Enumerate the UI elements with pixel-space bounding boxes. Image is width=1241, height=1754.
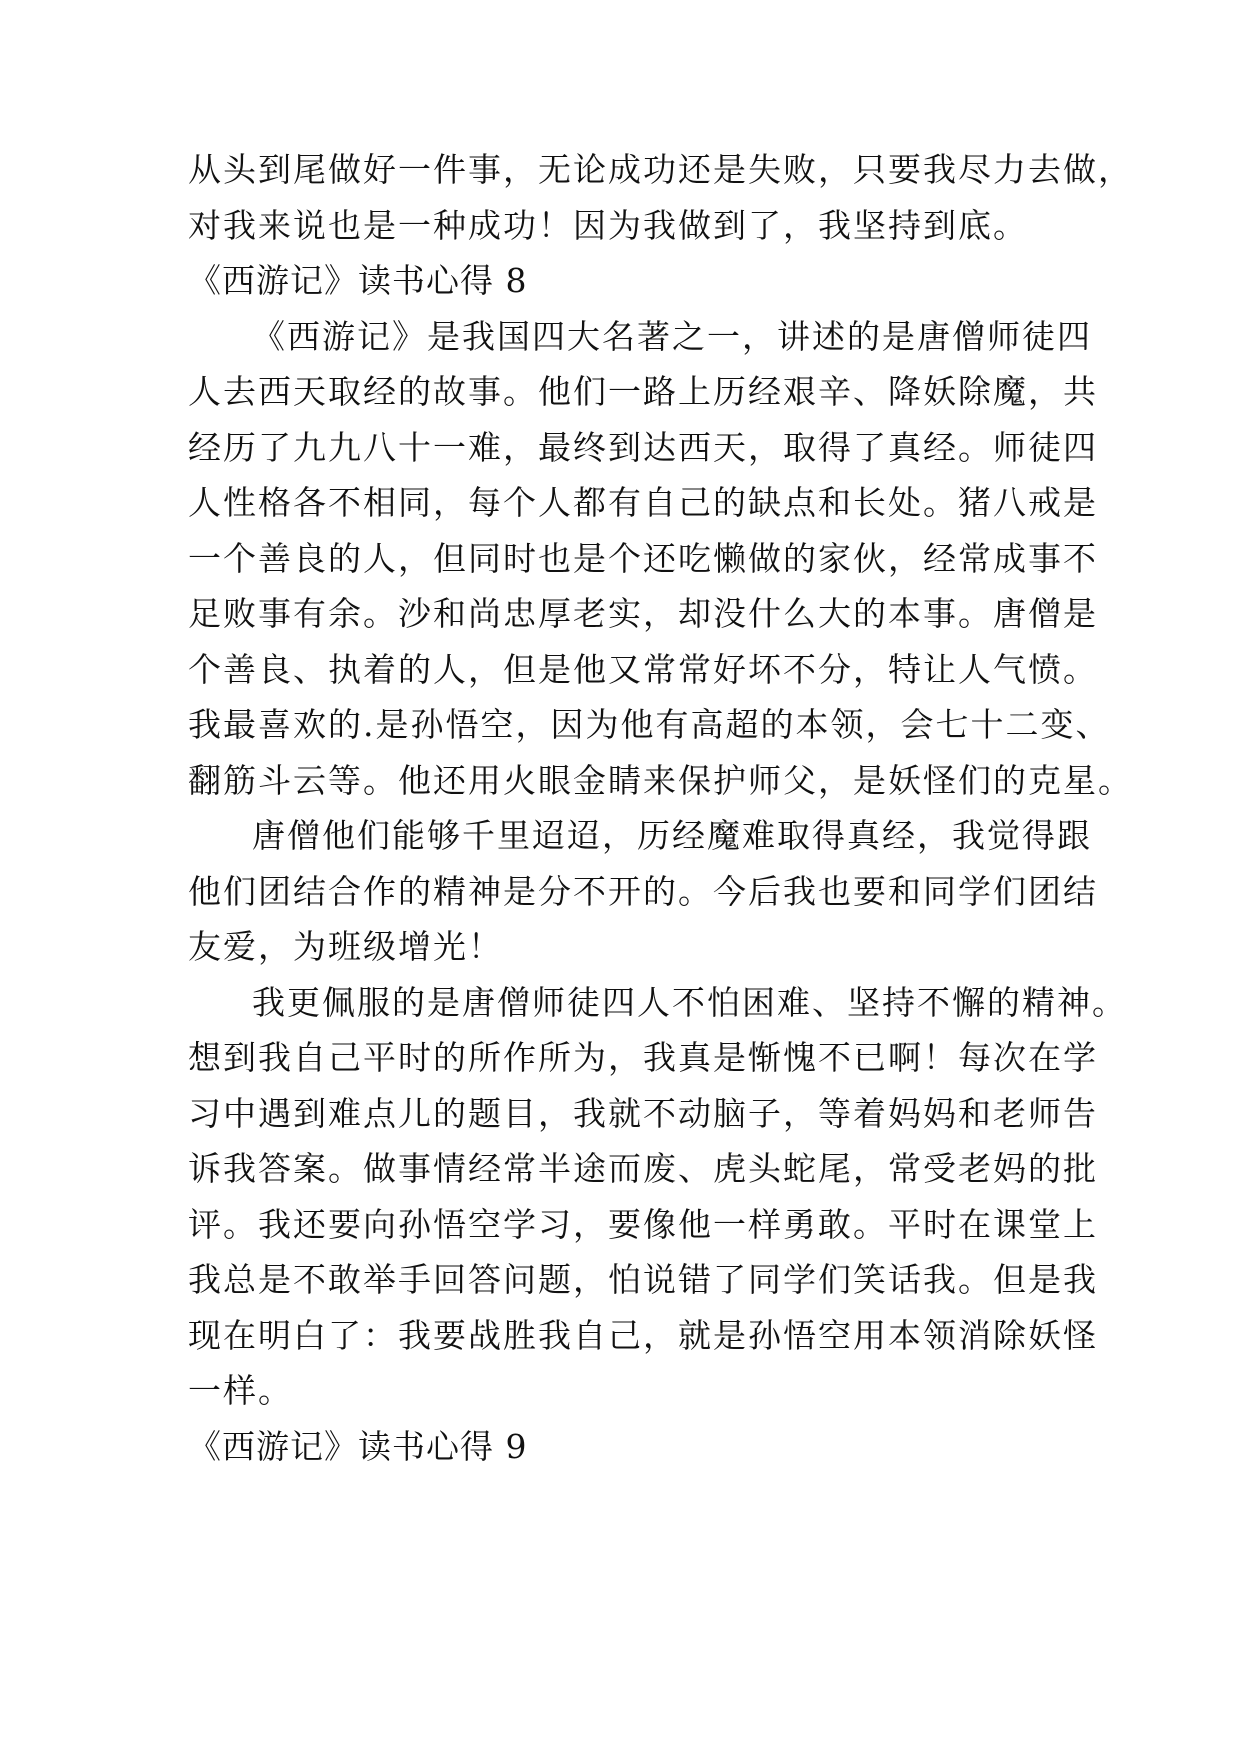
- paragraph-line: 唐僧他们能够千里迢迢，历经魔难取得真经，我觉得跟: [252, 816, 1092, 855]
- paragraph-line: 我更佩服的是唐僧师徒四人不怕困难、坚持不懈的精神。: [252, 983, 1127, 1022]
- paragraph-line: 评。我还要向孙悟空学习，要像他一样勇敢。平时在课堂上: [188, 1205, 1098, 1244]
- paragraph-line: 友爱，为班级增光！: [188, 927, 503, 966]
- paragraph-line: 我总是不敢举手回答问题，怕说错了同学们笑话我。但是我: [188, 1260, 1098, 1299]
- paragraph-line: 想到我自己平时的所作所为，我真是惭愧不已啊！每次在学: [188, 1038, 1098, 1077]
- section-heading-9: 《西游记》读书心得 9: [188, 1427, 528, 1466]
- paragraph-line: 一样。: [188, 1371, 293, 1410]
- continuation-line: 对我来说也是一种成功！因为我做到了，我坚持到底。: [188, 206, 1028, 245]
- continuation-line: 从头到尾做好一件事，无论成功还是失败，只要我尽力去做，: [188, 150, 1133, 189]
- paragraph-line: 《西游记》是我国四大名著之一，讲述的是唐僧师徒四: [252, 317, 1092, 356]
- paragraph-line: 他们团结合作的精神是分不开的。今后我也要和同学们团结: [188, 872, 1098, 911]
- paragraph-line: 现在明白了：我要战胜我自己，就是孙悟空用本领消除妖怪: [188, 1316, 1098, 1355]
- paragraph-line: 人性格各不相同，每个人都有自己的缺点和长处。猪八戒是: [188, 483, 1098, 522]
- paragraph-line: 个善良、执着的人，但是他又常常好坏不分，特让人气愤。: [188, 650, 1098, 689]
- paragraph-line: 诉我答案。做事情经常半途而废、虎头蛇尾，常受老妈的批: [188, 1149, 1098, 1188]
- paragraph-line: 翻筋斗云等。他还用火眼金睛来保护师父，是妖怪们的克星。: [188, 761, 1133, 800]
- section-heading-8: 《西游记》读书心得 8: [188, 261, 528, 300]
- paragraph-line: 经历了九九八十一难，最终到达西天，取得了真经。师徒四: [188, 428, 1098, 467]
- paragraph-line: 足败事有余。沙和尚忠厚老实，却没什么大的本事。唐僧是: [188, 594, 1098, 633]
- paragraph-line: 习中遇到难点儿的题目，我就不动脑子，等着妈妈和老师告: [188, 1094, 1098, 1133]
- paragraph-line: 我最喜欢的.是孙悟空，因为他有高超的本领，会七十二变、: [188, 705, 1111, 744]
- paragraph-line: 一个善良的人，但同时也是个还吃懒做的家伙，经常成事不: [188, 539, 1098, 578]
- paragraph-line: 人去西天取经的故事。他们一路上历经艰辛、降妖除魔，共: [188, 372, 1098, 411]
